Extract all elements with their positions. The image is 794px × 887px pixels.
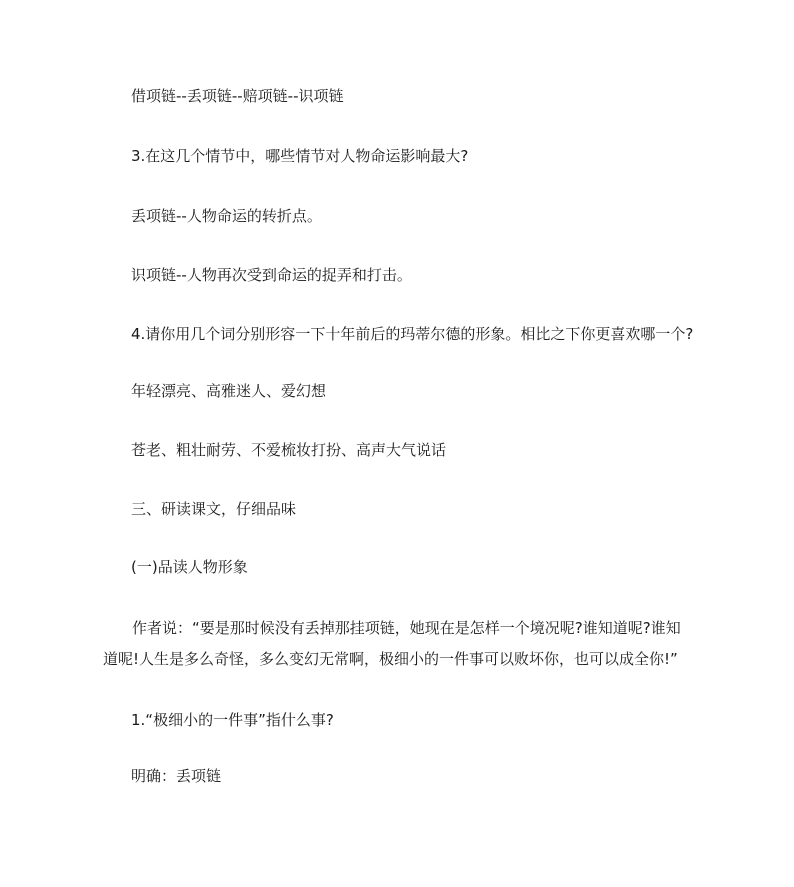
author-quote-paragraph [103, 614, 716, 673]
author-quote-line-1: 作者说：“要是那时候没有丢掉那挂项链，她现在是怎样一个境况呢?谁知道呢?谁知 [132, 619, 681, 637]
question-3: 3.在这几个情节中，哪些情节对人物命运影响最大? [131, 147, 469, 165]
answer-clarify: 明确：丢项链 [131, 767, 222, 785]
plot-sequence-line: 借项链--丢项链--赔项链--识项链 [131, 87, 344, 105]
answer-lose-necklace: 丢项链--人物命运的转折点。 [131, 207, 322, 225]
question-1: 1.“极细小的一件事”指什么事? [131, 711, 334, 729]
image-before-description: 年轻漂亮、高雅迷人、爱幻想 [131, 382, 327, 400]
image-after-description: 苍老、粗壮耐劳、不爱梳妆打扮、高声大气说话 [131, 441, 447, 459]
answer-identify-necklace: 识项链--人物再次受到命运的捉弄和打击。 [131, 266, 412, 284]
author-quote-line-2: 道呢!人生是多么奇怪，多么变幻无常啊，极细小的一件事可以败坏你，也可以成全你!” [103, 650, 678, 668]
question-4: 4.请你用几个词分别形容一下十年前后的玛蒂尔德的形象。相比之下你更喜欢哪一个? [131, 325, 694, 343]
section-heading-three: 三、研读课文，仔细品味 [131, 500, 297, 518]
subsection-heading-one: (一)品读人物形象 [131, 558, 248, 576]
